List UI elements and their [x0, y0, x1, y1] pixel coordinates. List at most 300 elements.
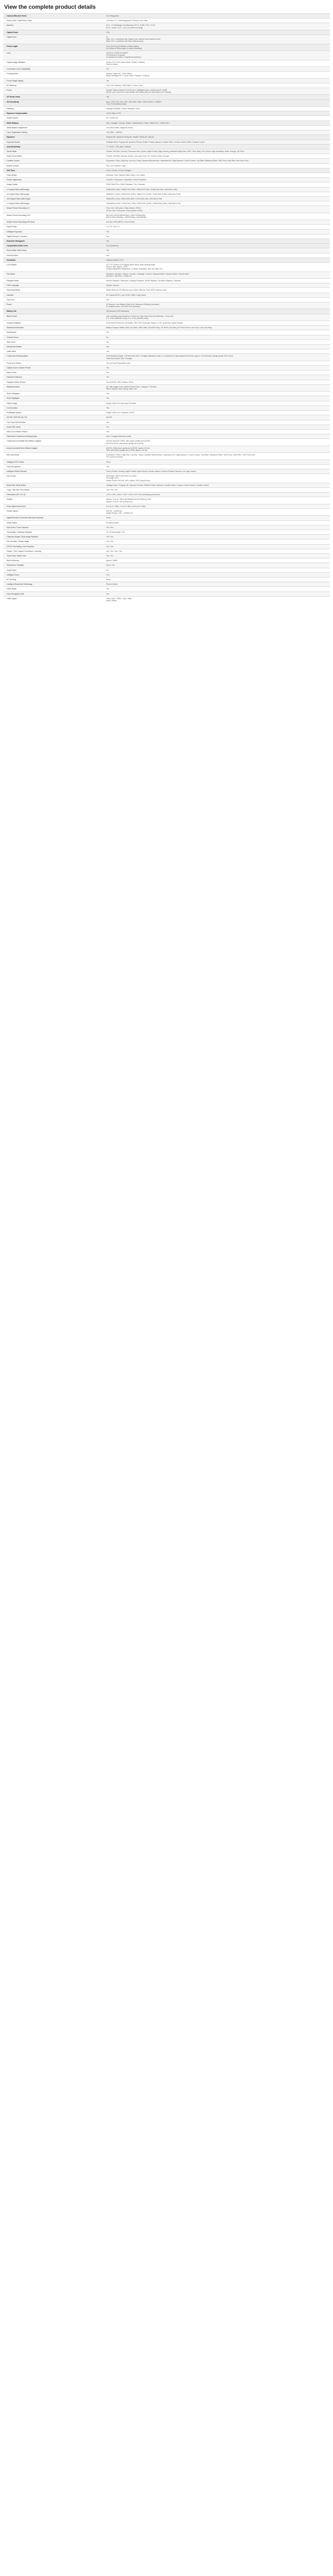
spec-value: Yes — [104, 420, 330, 425]
table-row — [3, 396, 330, 401]
bullet-icon: › — [5, 315, 6, 317]
spec-value: Yes — [104, 95, 330, 99]
table-row — [3, 539, 330, 544]
bullet-icon: › — [5, 169, 6, 172]
spec-value: Face / AF Tracking / Multi (23pt) / 1-Area / Spot — [104, 83, 330, 88]
spec-label: Macro Zoom — [7, 371, 17, 374]
bullet-icon: › — [5, 150, 6, 152]
table-row — [3, 420, 330, 425]
spec-label-cell — [3, 116, 104, 121]
spec-label: Viewfinder — [7, 259, 16, 261]
spec-value: Expressive / Retro / High Key / Low Key / Sepia / Dynamic Monochrome / Impressive Art / High Dynamic / Cross Process / Toy Effect / Miniature Effect / Soft Focus / Star Filter / One Point Color *For movie recording — [104, 453, 330, 460]
spec-label: Optical Image Stabilizer — [7, 61, 25, 63]
bullet-icon: › — [5, 592, 6, 595]
table-row — [3, 384, 330, 391]
table-row — [3, 258, 330, 262]
bullet-icon: › — [5, 155, 6, 158]
spec-label: Optical Zoom in Motion Picture — [7, 367, 31, 369]
table-row — [3, 182, 330, 187]
spec-label-cell — [3, 572, 104, 577]
spec-label-cell — [3, 201, 104, 206]
spec-label-cell — [3, 44, 104, 50]
spec-label-cell — [3, 544, 104, 549]
spec-label-cell — [3, 434, 104, 439]
spec-value: Single / Multi / All / All except Favorites — [104, 401, 330, 405]
table-row — [3, 469, 330, 473]
spec-value: Auto / i.ISO / 80 / 100 / 200 / 400 / 800 / 1600 / 3200 / 6400*1 / 12800*1 *1 (In Hi-Sensitivity mode) — [104, 99, 330, 106]
spec-value: AVCHD (AVCHD / MP4): with picture quality set to [FSH] MOTION JPEG: with picture quality set to [VGA] — [104, 439, 330, 446]
spec-label: Set Favorites / Rotate Image — [7, 540, 29, 543]
spec-value: Standard / Dynamic / Nature / Smooth / Nostalgic / Vibrant / Standard B&W / Dynamic B&W / Smooth B&W My Film 1 / My Film 2 / Multi Film — [104, 272, 330, 278]
spec-label-cell — [3, 582, 104, 587]
table-row — [3, 493, 330, 497]
spec-value: Normal Playback, Slideshow, Category Playback, Mode Playback, Favorites Playback, Calendar — [104, 279, 330, 283]
spec-label: Playback Mode — [7, 280, 19, 282]
spec-value: Portrait, Soft Skin, Scenery, Sports, Low Light, Food, Pet, Sunset, Glass Through — [104, 154, 330, 159]
spec-label: Focus Range Display — [7, 79, 24, 82]
spec-label-cell — [3, 125, 104, 130]
spec-label-cell — [3, 272, 104, 278]
spec-label: Travel Date / World Time — [7, 555, 26, 557]
table-row — [3, 213, 330, 219]
spec-label-cell — [3, 425, 104, 429]
bullet-icon: › — [5, 555, 6, 557]
spec-label-cell — [3, 446, 104, 452]
spec-label-cell — [3, 279, 104, 283]
spec-label: Motion Picture Recording 4:3 — [7, 207, 29, 210]
table-row — [3, 225, 330, 229]
bullet-icon: › — [5, 68, 6, 71]
table-row — [3, 525, 330, 530]
spec-label-cell — [3, 19, 104, 23]
spec-value: Built-in Memory, SD Memory Card, SDHC Memory Card, SDXC Memory Card — [104, 288, 330, 293]
spec-label-cell — [3, 23, 104, 30]
spec-label-cell — [3, 587, 104, 591]
spec-label: Aperture — [7, 24, 14, 27]
bullet-icon: › — [5, 73, 6, 75]
spec-value: Single / Multi / All / Favorites / DPOF — [104, 411, 330, 415]
bullet-icon: › — [5, 597, 6, 600]
spec-label: Wind Cut in Motion Picture — [7, 430, 28, 433]
spec-label: Weight — [7, 498, 12, 501]
table-row — [3, 572, 330, 577]
spec-label: 1:1 Aspect Ratio (Still Image) — [7, 202, 29, 205]
spec-value: 4608x3072 (14M) / 3648x2432 (8.5M) / 2560x1712 (4.5M) / 2048x1360 (2.5M) / 640x424 (0.3M) — [104, 192, 330, 196]
spec-value: 3.9x — [104, 30, 330, 35]
spec-label: Built-in Memory — [7, 560, 19, 562]
bullet-icon: › — [5, 526, 6, 529]
spec-value: Max. 5 images (Standard mode) — [104, 434, 330, 439]
spec-label: Motion Picture Recording HD Movie — [7, 221, 35, 224]
spec-label: AF Assist Lamp — [7, 96, 20, 98]
table-row — [3, 279, 330, 283]
spec-value: Contrast / Sharpness / Saturation / Noise Reduction — [104, 178, 330, 182]
spec-label: Intelligent Exposure — [7, 230, 22, 233]
spec-label-cell — [3, 213, 104, 219]
spec-label-cell — [3, 51, 104, 60]
bullet-icon: › — [5, 367, 6, 369]
spec-value: Battery Charger, Battery Pack, AV Cable, USB Cable, Shoulder Strap, CD-ROM, Lens Ring, Hot Shoe Cover, Lens Cap, Lens Cap String — [104, 326, 330, 330]
table-row — [3, 439, 330, 446]
spec-label: White Balance — [7, 122, 19, 124]
table-row — [3, 111, 330, 116]
spec-value: Yes — [104, 229, 330, 234]
spec-label: Distortion Detection — [7, 376, 22, 379]
spec-label: Recording Media — [7, 289, 20, 292]
bullet-icon: › — [5, 505, 6, 507]
spec-value: Yes — [104, 330, 330, 335]
bullet-icon: › — [5, 303, 6, 306]
specs-table — [3, 13, 330, 603]
spec-label: DPOF Print Setting / Set Protection — [7, 545, 35, 548]
spec-label-cell — [3, 173, 104, 177]
bullet-icon: › — [5, 289, 6, 292]
table-row — [3, 335, 330, 340]
spec-label: Show Histogram — [7, 393, 20, 395]
table-row — [3, 95, 330, 99]
table-row — [3, 453, 330, 460]
table-row — [3, 187, 330, 192]
spec-label-cell — [3, 258, 104, 262]
bullet-icon: › — [5, 240, 6, 242]
spec-label: Dimensions (W x H x D) — [7, 494, 26, 496]
bullet-icon: › — [5, 263, 6, 266]
spec-label-cell — [3, 234, 104, 239]
spec-value: 5.1x (4:3 / 10M), 7.1x (4:3 / 5M), 13.8x (4:3 / 0.3M) — [104, 504, 330, 509]
spec-label-cell — [3, 288, 104, 293]
table-row — [3, 425, 330, 429]
spec-label: Intelligent Resolution Technology — [7, 583, 32, 586]
spec-label: Exposure — [7, 136, 15, 139]
table-row — [3, 415, 330, 420]
table-row — [3, 253, 330, 258]
spec-value: Yes — [104, 464, 330, 469]
table-row — [3, 330, 330, 335]
bullet-icon: › — [5, 569, 6, 571]
spec-label-cell — [3, 248, 104, 253]
spec-label-cell — [3, 361, 104, 365]
bullet-icon: › — [5, 108, 6, 110]
spec-label: Actual recordable time (Motion Images) — [7, 447, 38, 449]
spec-label-cell — [3, 253, 104, 258]
spec-label: Picture Adjustment — [7, 179, 22, 181]
table-row — [3, 178, 330, 182]
bullet-icon: › — [5, 45, 6, 47]
table-row — [3, 288, 330, 293]
spec-value: Yes — [104, 405, 330, 410]
table-row — [3, 483, 330, 487]
spec-value: Yes — [104, 396, 330, 401]
spec-value: RAW, RAW+Fine, RAW+Standard, Fine, Standard — [104, 182, 330, 187]
table-row — [3, 587, 330, 591]
spec-label: Copy / Title Edit / Text Stamp — [7, 488, 29, 491]
bullet-icon: › — [5, 117, 6, 120]
table-row — [3, 405, 330, 410]
spec-value: Yes — [104, 591, 330, 596]
spec-value: Yes (AVCHD / MP4 / Motion JPEG) — [104, 380, 330, 384]
bullet-icon: › — [5, 245, 6, 247]
bullet-icon: › — [5, 397, 6, 400]
spec-label-cell — [3, 283, 104, 288]
spec-value: No — [104, 568, 330, 572]
bullet-icon: › — [5, 564, 6, 567]
table-row — [3, 434, 330, 439]
spec-value: VGA: 640 x 480 pixels, 30fps (Motion JPEG) QVGA: 320 x 240 pixels, 30 fps (Motion JPEG) — [104, 206, 330, 213]
bullet-icon: › — [5, 355, 6, 358]
spec-label: AF Metering — [7, 84, 16, 87]
spec-value: 4608x3456 (16M) / 3648x2736 (10M) / 2560x1920 (5M) / 2048x1536 (3M) / 640x480 (0.3M) — [104, 187, 330, 192]
table-row — [3, 429, 330, 434]
spec-label: Playback Motion Picture — [7, 381, 26, 383]
spec-label: Continuous Shooting Mode — [7, 355, 28, 358]
table-row — [3, 196, 330, 201]
spec-label-cell — [3, 405, 104, 410]
bullet-icon: › — [5, 488, 6, 491]
spec-label-cell — [3, 225, 104, 229]
spec-label: Metering — [7, 108, 14, 110]
spec-value: Off / Low / Medium / High — [104, 163, 330, 168]
spec-label-cell — [3, 60, 104, 66]
spec-value: +/- 1/3 EV - 3 EV step, 3 frames — [104, 144, 330, 149]
spec-label-cell — [3, 380, 104, 384]
spec-label: Scene Mode — [7, 150, 17, 152]
spec-value: Yes — [104, 234, 330, 239]
spec-value: 3.0" TFT Screen LCD Display (460K dots), Wide Viewing Angle Field of view: approx. 100% Monitor Adjustment: Brightness, Contrast, Saturation, Red Tint, Blue Tint — [104, 262, 330, 272]
table-row — [3, 361, 330, 365]
spec-label: Creative Control — [7, 160, 20, 162]
table-row — [3, 60, 330, 66]
spec-value: Yes — [104, 67, 330, 72]
spec-value: Yes — [104, 366, 330, 370]
spec-label-cell — [3, 460, 104, 464]
spec-label: Delete Image — [7, 402, 18, 404]
spec-label: Flash Burst Continuous Shooting Mode — [7, 435, 38, 438]
spec-label: AF Tracking — [7, 579, 16, 581]
spec-label-cell — [3, 453, 104, 460]
table-row — [3, 159, 330, 163]
spec-value: 1/3 EV Step, ±3 EV — [104, 111, 330, 116]
table-row — [3, 107, 330, 111]
spec-label-cell — [3, 429, 104, 434]
spec-label-cell — [3, 154, 104, 159]
spec-label: Touch Panel — [7, 569, 16, 571]
spec-value: PHOTOfunSTUDIO 8.3 HD Edition, SILKYPIX Developer Studio 3.1 SE, QuickTime, Adobe Reader — [104, 321, 330, 326]
spec-label-cell — [3, 349, 104, 354]
table-row — [3, 349, 330, 354]
table-row — [3, 411, 330, 415]
table-row — [3, 192, 330, 196]
spec-value: 400 pictures (CIPA Standard) — [104, 309, 330, 314]
spec-label-cell — [3, 111, 104, 116]
spec-label-cell — [3, 558, 104, 563]
spec-label-cell — [3, 366, 104, 370]
bullet-icon: › — [5, 402, 6, 404]
spec-value: Photo (Portrait, Scenery, Night Portrait, Night Scenery, Sunset, Macro) & Movie (Portrait, Scenery, Low Light, Macro) — [104, 469, 330, 473]
bullet-icon: › — [5, 560, 6, 562]
spec-value: Auto / Daylight / Cloudy / Shade / Incandescent / Flash / White Set 1 / White Set 2 — [104, 121, 330, 125]
bullet-icon: › — [5, 447, 6, 449]
bullet-icon: › — [5, 131, 6, 134]
spec-label: Resize / Trim / Aspect Conversion / Leveling — [7, 550, 41, 552]
spec-value: 4608x2592 (12M) / 3840x2160 (8M) / 1920x1080 (2M) / 640x360 (0.2M) — [104, 196, 330, 201]
table-row — [3, 474, 330, 483]
spec-label-cell — [3, 497, 104, 504]
spec-label: Aspect Ratio — [7, 226, 17, 228]
spec-label: Focal Length — [7, 45, 18, 47]
table-row — [3, 596, 330, 603]
bullet-icon: › — [5, 484, 6, 486]
table-row — [3, 244, 330, 248]
spec-label-cell — [3, 206, 104, 213]
spec-label-cell — [3, 396, 104, 401]
bullet-icon: › — [5, 498, 6, 501]
table-row — [3, 220, 330, 225]
spec-label-cell — [3, 14, 104, 19]
spec-label: 3-Speed Zoom — [7, 336, 19, 338]
spec-label: Shutter Speed — [7, 510, 18, 512]
spec-label: Digital Zoom — [7, 36, 17, 39]
table-row — [3, 23, 330, 30]
table-row — [3, 125, 330, 130]
spec-label-cell — [3, 326, 104, 330]
table-row — [3, 549, 330, 553]
bullet-icon: › — [5, 207, 6, 210]
bullet-icon: › — [5, 79, 6, 82]
spec-value: 2 sec / 10 sec / 10 sec 3 images — [104, 168, 330, 173]
spec-label-cell — [3, 516, 104, 520]
bullet-icon: › — [5, 31, 6, 33]
bullet-icon: › — [5, 174, 6, 176]
spec-label: Sensor Size / Total Pixels / Filter — [7, 20, 32, 22]
bullet-icon: › — [5, 336, 6, 338]
spec-label: Intelligent Zoom — [7, 573, 20, 576]
bullet-icon: › — [5, 89, 6, 92]
bullet-icon: › — [5, 406, 6, 409]
spec-label-cell — [3, 539, 104, 544]
spec-label: Camera Effective Pixels — [7, 15, 27, 17]
spec-label-cell — [3, 504, 104, 509]
table-row — [3, 392, 330, 396]
spec-value: Yes — [104, 78, 330, 83]
spec-label: Included Software — [7, 322, 21, 325]
table-row — [3, 460, 330, 464]
bullet-icon: › — [5, 521, 6, 524]
spec-label: One Touch Movie Button — [7, 421, 26, 423]
bullet-icon: › — [5, 588, 6, 590]
spec-label: Step Zoom — [7, 341, 15, 343]
table-row — [3, 591, 330, 596]
spec-value: AVCHD: with picture quality set to [FSH], approx. 60 min MP4: with picture quality set to [FHD], approx. 60 min — [104, 446, 330, 452]
spec-label-cell — [3, 340, 104, 344]
bullet-icon: › — [5, 96, 6, 98]
spec-value: Yes / Yes / Yes / Yes — [104, 549, 330, 553]
spec-value: Full-Resolution Image, 2.5 frames/sec Max. 5 images (Standard mode), 11 frames/sec in High-speed Burst Mode, approx. 40 frames/sec (Image quality: 5M or less) Flash Burst Mode: Max. 5 images — [104, 354, 330, 361]
table-row — [3, 297, 330, 302]
spec-value: Yes / Yes — [104, 535, 330, 539]
spec-value: Yes (w/ Face Recognition only) — [104, 361, 330, 365]
bullet-icon: › — [5, 221, 6, 224]
spec-label-cell — [3, 549, 104, 553]
table-row — [3, 121, 330, 125]
spec-label: Focus — [7, 89, 12, 92]
spec-label-cell — [3, 596, 104, 603]
bullet-icon: › — [5, 550, 6, 552]
bullet-icon: › — [5, 249, 6, 252]
table-row — [3, 130, 330, 135]
bullet-icon: › — [5, 298, 6, 301]
bullet-icon: › — [5, 331, 6, 334]
spec-label: OSD Language — [7, 284, 19, 287]
spec-label: PictBridge Support — [7, 412, 22, 414]
spec-value: Yes — [104, 248, 330, 253]
spec-label: Microphone / Speaker — [7, 564, 24, 567]
table-row — [3, 206, 330, 213]
spec-value: Portrait, Soft Skin, Scenery, Panorama Shot, Sports, Night Portrait, Night Scenery, Handheld Night Shot, HDR, Food, Baby, Pet, Sunset, High Sensitivity, Glass Through, 3D Photo — [104, 149, 330, 154]
spec-label-cell — [3, 302, 104, 309]
spec-value: Intelligent Auto, Program AE, Aperture-Priority, Shutter-Priority, Manual, Creative Video, Custom, Scene Guide, Creative Control — [104, 140, 330, 144]
table-row — [3, 99, 330, 106]
table-row — [3, 563, 330, 568]
spec-value: f=5.1-16.2 mm (24-80mm in 35mm equiv.) (24-94mm in 35mm equiv. in movie recording) — [104, 44, 330, 50]
spec-value: Yes / Yes / Yes — [104, 487, 330, 492]
bullet-icon: › — [5, 465, 6, 468]
bullet-icon: › — [5, 381, 6, 383]
spec-label-cell — [3, 415, 104, 420]
spec-value: Yes — [104, 253, 330, 258]
spec-value: 4:3, 3:2, 16:9, 1:1 — [104, 225, 330, 229]
specs-body — [3, 14, 330, 603]
table-row — [3, 144, 330, 149]
spec-value: Yes — [104, 345, 330, 349]
spec-label-cell — [3, 591, 104, 596]
bullet-icon: › — [5, 188, 6, 191]
spec-label-cell — [3, 168, 104, 173]
spec-label-cell — [3, 67, 104, 72]
table-row — [3, 309, 330, 314]
spec-value: Optional (DMW-LVF1) — [104, 258, 330, 262]
spec-label-cell — [3, 464, 104, 469]
spec-label: Calendar Display / Dual Image Playback — [7, 536, 38, 538]
table-row — [3, 321, 330, 326]
spec-value: Video: Auto / 1080i / 720p / 480p Audio: Stereo — [104, 596, 330, 603]
bullet-icon: › — [5, 24, 6, 27]
spec-label-cell — [3, 130, 104, 135]
bullet-icon: › — [5, 385, 6, 388]
spec-value: No — [104, 335, 330, 340]
spec-value: 60 - 1/4000 sec — [104, 116, 330, 121]
spec-value: Yes (2500 - 10000K) — [104, 130, 330, 135]
bullet-icon: › — [5, 141, 6, 143]
bullet-icon: › — [5, 426, 6, 428]
spec-label: 3:2 Aspect Ratio (Still Image) — [7, 193, 29, 195]
spec-label-cell — [3, 293, 104, 297]
spec-value: Photo & Movie — [104, 582, 330, 587]
spec-label-cell — [3, 187, 104, 192]
bullet-icon: › — [5, 350, 6, 353]
spec-label: Video Divide — [7, 588, 17, 590]
spec-label-cell — [3, 78, 104, 83]
bullet-icon: › — [5, 454, 6, 456]
spec-value: Yes / Yes — [104, 544, 330, 549]
table-row — [3, 116, 330, 121]
spec-value: ID-Security Li-ion Battery Pack (3.6V, Minimum 1250mAh) (Included) AC Adaptor (Input: 110-240V AC) (Included) — [104, 302, 330, 309]
spec-value: Expressive, Retro, High Key, Low Key, Sepia, Dynamic Monochrome, Impressive Art, High Dynamic, Cross Process, Toy Effect, Miniature Effect, Soft Focus, Star Filter, One Point Color — [104, 159, 330, 163]
table-row — [3, 497, 330, 504]
spec-label: Composition Guide Lines — [7, 245, 28, 247]
spec-value: All / Still Images Only / Motion Picture Only / Category / Favorites Effect: Natural, Slow, Swing, Urban, Off — [104, 384, 330, 391]
spec-label-cell — [3, 370, 104, 375]
spec-value: Yes — [104, 297, 330, 302]
